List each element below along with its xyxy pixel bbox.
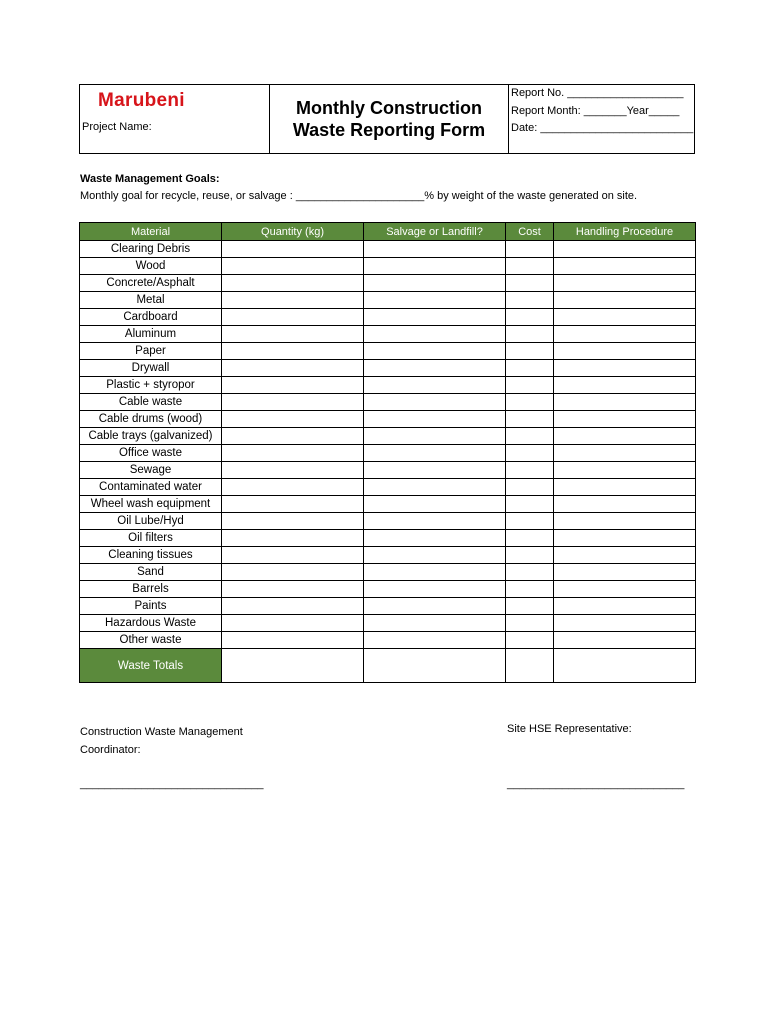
salvage-cell[interactable] bbox=[364, 275, 506, 292]
handling-total-cell[interactable] bbox=[554, 649, 696, 683]
cost-cell[interactable] bbox=[506, 513, 554, 530]
table-row bbox=[80, 496, 696, 513]
table-row bbox=[80, 394, 696, 411]
salvage-cell[interactable] bbox=[364, 445, 506, 462]
quantity-cell[interactable] bbox=[222, 598, 364, 615]
header-left-cell bbox=[80, 85, 270, 153]
salvage-cell[interactable] bbox=[364, 462, 506, 479]
material-cell: Paper bbox=[80, 343, 222, 360]
table-row bbox=[80, 360, 696, 377]
quantity-cell[interactable] bbox=[222, 241, 364, 258]
cost-cell[interactable] bbox=[506, 479, 554, 496]
handling-cell[interactable] bbox=[554, 547, 696, 564]
form-header bbox=[79, 84, 695, 154]
cost-cell[interactable] bbox=[506, 615, 554, 632]
table-row bbox=[80, 428, 696, 445]
handling-cell[interactable] bbox=[554, 496, 696, 513]
table-row bbox=[80, 581, 696, 598]
material-cell: Oil Lube/Hyd bbox=[80, 513, 222, 530]
quantity-total-cell[interactable] bbox=[222, 649, 364, 683]
material-cell: Oil filters bbox=[80, 530, 222, 547]
salvage-cell[interactable] bbox=[364, 309, 506, 326]
cost-cell[interactable] bbox=[506, 326, 554, 343]
salvage-cell[interactable] bbox=[364, 241, 506, 258]
quantity-cell[interactable] bbox=[222, 258, 364, 275]
handling-cell[interactable] bbox=[554, 292, 696, 309]
table-row bbox=[80, 564, 696, 581]
quantity-cell[interactable] bbox=[222, 275, 364, 292]
cost-cell[interactable] bbox=[506, 428, 554, 445]
table-row bbox=[80, 462, 696, 479]
material-cell: Clearing Debris bbox=[80, 241, 222, 258]
quantity-cell[interactable] bbox=[222, 394, 364, 411]
handling-cell[interactable] bbox=[554, 275, 696, 292]
table-row bbox=[80, 479, 696, 496]
salvage-cell[interactable] bbox=[364, 598, 506, 615]
quantity-cell[interactable] bbox=[222, 360, 364, 377]
quantity-cell[interactable] bbox=[222, 428, 364, 445]
company-logo: Marubeni bbox=[98, 90, 185, 111]
table-row bbox=[80, 530, 696, 547]
salvage-cell[interactable] bbox=[364, 547, 506, 564]
table-row bbox=[80, 377, 696, 394]
material-cell: Cleaning tissues bbox=[80, 547, 222, 564]
material-cell: Paints bbox=[80, 598, 222, 615]
quantity-cell[interactable] bbox=[222, 564, 364, 581]
table-row bbox=[80, 241, 696, 258]
quantity-cell[interactable] bbox=[222, 292, 364, 309]
handling-cell[interactable] bbox=[554, 309, 696, 326]
salvage-cell[interactable] bbox=[364, 513, 506, 530]
cost-cell[interactable] bbox=[506, 581, 554, 598]
header-right-cell bbox=[509, 85, 694, 153]
handling-cell[interactable] bbox=[554, 394, 696, 411]
quantity-cell[interactable] bbox=[222, 326, 364, 343]
material-cell: Cardboard bbox=[80, 309, 222, 326]
quantity-cell[interactable] bbox=[222, 445, 364, 462]
material-cell: Aluminum bbox=[80, 326, 222, 343]
material-cell: Other waste bbox=[80, 632, 222, 649]
cost-cell[interactable] bbox=[506, 530, 554, 547]
material-cell: Cable waste bbox=[80, 394, 222, 411]
salvage-cell[interactable] bbox=[364, 428, 506, 445]
salvage-cell[interactable] bbox=[364, 394, 506, 411]
handling-cell[interactable] bbox=[554, 360, 696, 377]
table-row bbox=[80, 275, 696, 292]
col-header-cost: Cost bbox=[506, 223, 554, 241]
salvage-cell[interactable] bbox=[364, 496, 506, 513]
date-field[interactable]: Date: _________________________ bbox=[511, 122, 694, 134]
quantity-cell[interactable] bbox=[222, 615, 364, 632]
quantity-cell[interactable] bbox=[222, 377, 364, 394]
project-name-label: Project Name: bbox=[82, 121, 152, 133]
table-header-row bbox=[80, 223, 696, 241]
salvage-cell[interactable] bbox=[364, 581, 506, 598]
table-row bbox=[80, 343, 696, 360]
salvage-cell[interactable] bbox=[364, 292, 506, 309]
table-row bbox=[80, 513, 696, 530]
cost-cell[interactable] bbox=[506, 598, 554, 615]
cost-cell[interactable] bbox=[506, 632, 554, 649]
form-title-line1: Monthly Construction bbox=[296, 98, 482, 118]
salvage-cell[interactable] bbox=[364, 632, 506, 649]
totals-label-cell: Waste Totals bbox=[80, 649, 222, 683]
quantity-cell[interactable] bbox=[222, 547, 364, 564]
table-row bbox=[80, 445, 696, 462]
material-cell: Office waste bbox=[80, 445, 222, 462]
table-row bbox=[80, 615, 696, 632]
cost-cell[interactable] bbox=[506, 394, 554, 411]
handling-cell[interactable] bbox=[554, 258, 696, 275]
cost-cell[interactable] bbox=[506, 547, 554, 564]
header-title-cell bbox=[270, 85, 509, 153]
material-cell: Cable trays (galvanized) bbox=[80, 428, 222, 445]
cost-cell[interactable] bbox=[506, 377, 554, 394]
coordinator-label bbox=[80, 723, 243, 759]
salvage-cell[interactable] bbox=[364, 530, 506, 547]
material-cell: Cable drums (wood) bbox=[80, 411, 222, 428]
handling-cell[interactable] bbox=[554, 581, 696, 598]
handling-cell[interactable] bbox=[554, 445, 696, 462]
table-row bbox=[80, 411, 696, 428]
form-title-line2: Waste Reporting Form bbox=[292, 120, 486, 140]
salvage-cell[interactable] bbox=[364, 615, 506, 632]
material-cell: Hazardous Waste bbox=[80, 615, 222, 632]
cost-cell[interactable] bbox=[506, 496, 554, 513]
handling-cell[interactable] bbox=[554, 632, 696, 649]
material-cell: Sewage bbox=[80, 462, 222, 479]
handling-cell[interactable] bbox=[554, 428, 696, 445]
handling-cell[interactable] bbox=[554, 513, 696, 530]
col-header-material: Material bbox=[80, 223, 222, 241]
cost-cell[interactable] bbox=[506, 292, 554, 309]
salvage-cell[interactable] bbox=[364, 411, 506, 428]
waste-table bbox=[79, 222, 696, 683]
quantity-cell[interactable] bbox=[222, 632, 364, 649]
cost-cell[interactable] bbox=[506, 360, 554, 377]
handling-cell[interactable] bbox=[554, 462, 696, 479]
hse-rep-signature-line[interactable]: _____________________________ bbox=[507, 778, 685, 790]
col-header-salvage: Salvage or Landfill? bbox=[364, 223, 506, 241]
handling-cell[interactable] bbox=[554, 598, 696, 615]
table-row bbox=[80, 326, 696, 343]
coordinator-label-line1: Construction Waste Management bbox=[80, 726, 243, 738]
handling-cell[interactable] bbox=[554, 377, 696, 394]
col-header-quantity: Quantity (kg) bbox=[222, 223, 364, 241]
quantity-cell[interactable] bbox=[222, 496, 364, 513]
material-cell: Drywall bbox=[80, 360, 222, 377]
handling-cell[interactable] bbox=[554, 530, 696, 547]
material-cell: Concrete/Asphalt bbox=[80, 275, 222, 292]
goals-title: Waste Management Goals: bbox=[80, 173, 220, 185]
salvage-cell[interactable] bbox=[364, 326, 506, 343]
table-row bbox=[80, 632, 696, 649]
handling-cell[interactable] bbox=[554, 343, 696, 360]
report-no-field[interactable]: Report No. ___________________ bbox=[511, 87, 684, 99]
handling-cell[interactable] bbox=[554, 241, 696, 258]
material-cell: Barrels bbox=[80, 581, 222, 598]
table-row bbox=[80, 547, 696, 564]
salvage-cell[interactable] bbox=[364, 479, 506, 496]
salvage-total-cell[interactable] bbox=[364, 649, 506, 683]
table-body bbox=[80, 241, 696, 683]
salvage-cell[interactable] bbox=[364, 343, 506, 360]
report-month-field[interactable]: Report Month: _______Year_____ bbox=[511, 105, 680, 117]
cost-cell[interactable] bbox=[506, 411, 554, 428]
material-cell: Wood bbox=[80, 258, 222, 275]
cost-cell[interactable] bbox=[506, 445, 554, 462]
salvage-cell[interactable] bbox=[364, 377, 506, 394]
table-row bbox=[80, 292, 696, 309]
quantity-cell[interactable] bbox=[222, 462, 364, 479]
coordinator-signature-line[interactable]: ______________________________ bbox=[80, 778, 264, 790]
quantity-cell[interactable] bbox=[222, 513, 364, 530]
quantity-cell[interactable] bbox=[222, 479, 364, 496]
cost-cell[interactable] bbox=[506, 258, 554, 275]
table-row bbox=[80, 309, 696, 326]
material-cell: Contaminated water bbox=[80, 479, 222, 496]
cost-cell[interactable] bbox=[506, 564, 554, 581]
hse-rep-label: Site HSE Representative: bbox=[507, 723, 632, 735]
table-row bbox=[80, 598, 696, 615]
material-cell: Plastic + styropor bbox=[80, 377, 222, 394]
handling-cell[interactable] bbox=[554, 326, 696, 343]
salvage-cell[interactable] bbox=[364, 258, 506, 275]
cost-cell[interactable] bbox=[506, 241, 554, 258]
cost-cell[interactable] bbox=[506, 462, 554, 479]
cost-cell[interactable] bbox=[506, 309, 554, 326]
quantity-cell[interactable] bbox=[222, 309, 364, 326]
handling-cell[interactable] bbox=[554, 411, 696, 428]
goals-line[interactable]: Monthly goal for recycle, reuse, or salvage : _____________________% by weight of the waste generated on site. bbox=[80, 190, 638, 202]
quantity-cell[interactable] bbox=[222, 411, 364, 428]
quantity-cell[interactable] bbox=[222, 581, 364, 598]
coordinator-label-line2: Coordinator: bbox=[80, 744, 141, 756]
col-header-handling: Handling Procedure bbox=[554, 223, 696, 241]
handling-cell[interactable] bbox=[554, 615, 696, 632]
quantity-cell[interactable] bbox=[222, 343, 364, 360]
material-cell: Wheel wash equipment bbox=[80, 496, 222, 513]
totals-row bbox=[80, 649, 696, 683]
salvage-cell[interactable] bbox=[364, 564, 506, 581]
material-cell: Metal bbox=[80, 292, 222, 309]
table-row bbox=[80, 258, 696, 275]
handling-cell[interactable] bbox=[554, 479, 696, 496]
material-cell: Sand bbox=[80, 564, 222, 581]
handling-cell[interactable] bbox=[554, 564, 696, 581]
quantity-cell[interactable] bbox=[222, 530, 364, 547]
salvage-cell[interactable] bbox=[364, 360, 506, 377]
cost-cell[interactable] bbox=[506, 343, 554, 360]
cost-cell[interactable] bbox=[506, 275, 554, 292]
cost-total-cell[interactable] bbox=[506, 649, 554, 683]
